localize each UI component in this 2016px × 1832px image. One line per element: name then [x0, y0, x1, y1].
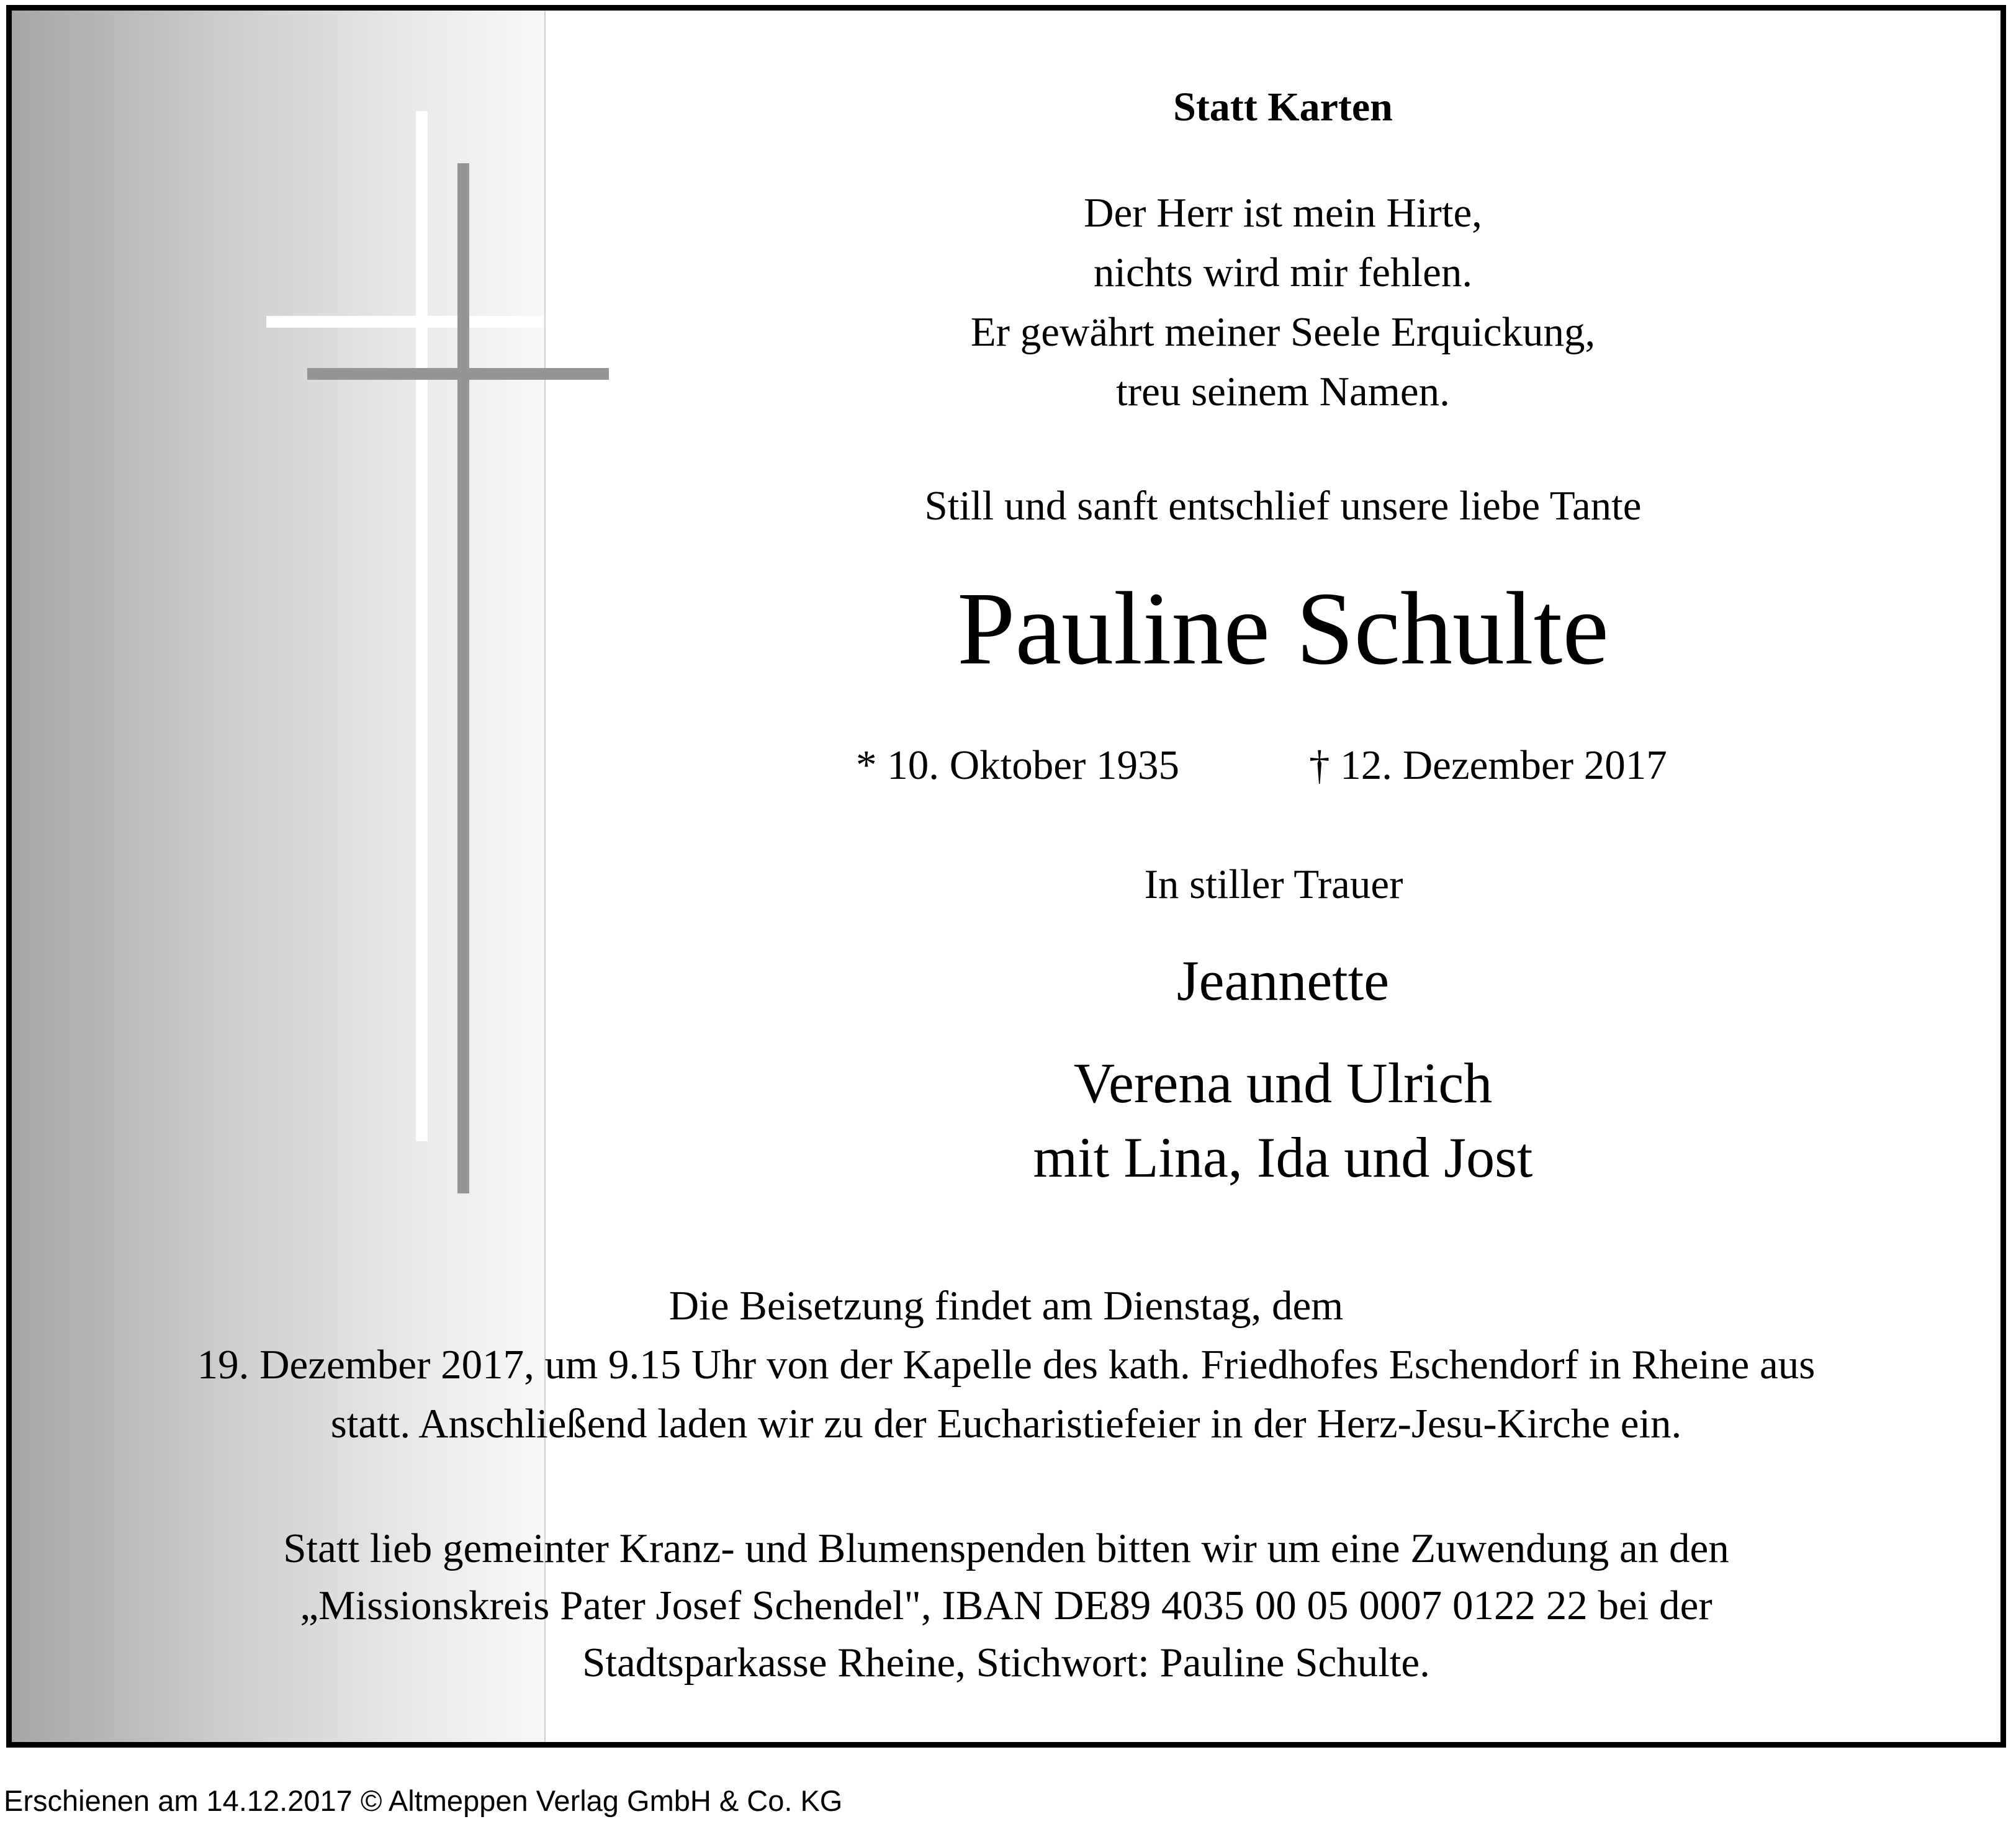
- notice-header: Statt Karten: [1173, 84, 1393, 130]
- funeral-details: [12, 1277, 2000, 1453]
- cross-white-vertical-bar: [416, 111, 428, 1141]
- cross-grey-vertical-bar: [457, 163, 469, 1193]
- psalm-verse: [544, 183, 2006, 421]
- intro-line: Still und sanft entschlief unsere liebe Tante: [924, 483, 1642, 529]
- mourning-line: In stiller Trauer: [1144, 861, 1403, 907]
- psalm-line: Der Herr ist mein Hirte,: [1084, 190, 1482, 236]
- psalm-line: treu seinem Namen.: [1116, 369, 1450, 415]
- funeral-line: statt. Anschließend laden wir zu der Eucharistiefeier in der Herz-Jesu-Kirche ein.: [330, 1401, 1682, 1447]
- donation-line: „Missionskreis Pater Josef Schendel", IBAN DE89 4035 00 05 0007 0122 22 bei der: [300, 1583, 1712, 1628]
- deceased-name: Pauline Schulte: [957, 571, 1609, 686]
- psalm-line: nichts wird mir fehlen.: [1093, 249, 1473, 295]
- obituary-notice: [6, 5, 2006, 1748]
- funeral-line: Die Beisetzung findet am Dienstag, dem: [668, 1283, 1344, 1329]
- mourner-name: Verena und Ulrich: [1073, 1051, 1493, 1115]
- donation-request: [12, 1520, 2000, 1691]
- birth-date: * 10. Oktober 1935: [856, 742, 1180, 788]
- mourner-family: [544, 1046, 2006, 1195]
- publication-footer: Erschienen am 14.12.2017 © Altmeppen Verlag GmbH & Co. KG: [4, 1784, 843, 1817]
- gradient-side-panel: [12, 11, 546, 1742]
- death-date: † 12. Dezember 2017: [1309, 742, 1667, 788]
- funeral-line: 19. Dezember 2017, um 9.15 Uhr von der Kapelle des kath. Friedhofes Eschendorf in Rheine aus: [197, 1342, 1816, 1388]
- cross-white-horizontal-bar: [266, 316, 543, 328]
- mourner-name: Jeannette: [1176, 949, 1390, 1012]
- donation-line: Stadtsparkasse Rheine, Stichwort: Pauline Schulte.: [582, 1640, 1430, 1686]
- donation-line: Statt lieb gemeinter Kranz- und Blumenspenden bitten wir um eine Zuwendung an den: [283, 1525, 1729, 1571]
- mourner-name: mit Lina, Ida und Jost: [1033, 1126, 1533, 1189]
- psalm-line: Er gewährt meiner Seele Erquickung,: [970, 309, 1596, 355]
